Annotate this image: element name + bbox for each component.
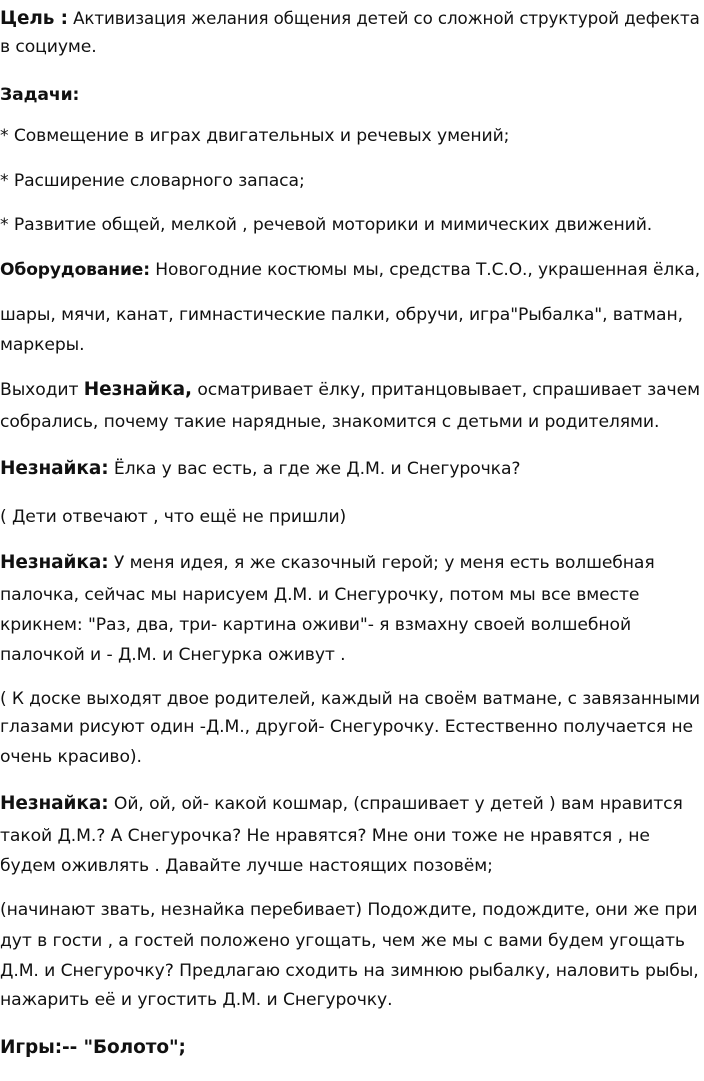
- equipment-line-3: маркеры.: [0, 335, 85, 355]
- speaker-2: Незнайка:: [0, 552, 109, 573]
- intro-text-1: осматривает ёлку, пританцовывает, спрашивает зачем: [191, 380, 700, 400]
- dialog-line-1: [0, 458, 520, 480]
- tasks-heading: Задачи:: [0, 85, 80, 105]
- task-item-3: * Развитие общей, мелкой , речевой моторики и мимических движений.: [0, 215, 653, 235]
- remark-2-row-1: ( К доске выходят двое родителей, каждый на своём ватмане, с завязанными: [0, 689, 700, 709]
- intro-prefix: Выходит: [0, 380, 84, 400]
- intro-line-2: собрались, почему такие нарядные, знакомится с детьми и родителями.: [0, 412, 660, 432]
- speaker-1: Незнайка:: [0, 458, 109, 479]
- dialog-line-3-row-1: [0, 793, 683, 815]
- dialog-text-3-1: Ой, ой, ой- какой кошмар, (спрашивает у детей ) вам нравится: [108, 794, 683, 814]
- dialog-text-1: Ёлка у вас есть, а где же Д.М. и Снегурочка?: [108, 459, 521, 479]
- equipment-line-2: шары, мячи, канат, гимнастические палки, обручи, игра"Рыбалка", ватман,: [0, 305, 683, 325]
- dialog-line-2-row-3: крикнем: "Раз, два, три- картина оживи"- я взмахну своей волшебной: [0, 615, 632, 635]
- remark-3-row-2: дут в гости , а гостей положено угощать, чем же мы с вами будем угощать: [0, 931, 685, 951]
- dialog-line-3-row-3: будем оживлять . Давайте лучше настоящих позовём;: [0, 856, 493, 876]
- equipment-label: Оборудование:: [0, 260, 150, 280]
- dialog-line-3-row-2: такой Д.М.? А Снегурочка? Не нравятся? Мне они тоже не нравятся , не: [0, 826, 650, 846]
- dialog-line-2-row-2: палочка, сейчас мы нарисуем Д.М. и Снегурочку, потом мы все вместе: [0, 585, 640, 605]
- remark-3-row-1: (начинают звать, незнайка перебивает) Подождите, подождите, они же при: [0, 900, 698, 920]
- remark-3-row-3: Д.М. и Снегурочку? Предлагаю сходить на зимнюю рыбалку, наловить рыбы,: [0, 961, 699, 981]
- remark-2-row-3: очень красиво).: [0, 747, 142, 767]
- remark-2-row-2: глазами рисуют один -Д.М., другой- Снегурочку. Естественно получается не: [0, 717, 694, 737]
- goal-text-2: в социуме.: [0, 37, 97, 57]
- speaker-3: Незнайка:: [0, 793, 109, 814]
- goal-line-2: [0, 36, 97, 58]
- equipment-line-1: [0, 259, 700, 281]
- games-heading: Игры:-- "Болото";: [0, 1037, 186, 1058]
- dialog-text-2-1: У меня идея, я же сказочный герой; у меня есть волшебная: [108, 553, 655, 573]
- remark-1: ( Дети отвечают , что ещё не пришли): [0, 507, 347, 527]
- equipment-text-1: Новогодние костюмы мы, средства Т.С.О., украшенная ёлка,: [149, 260, 701, 280]
- goal-label: Цель :: [0, 7, 68, 29]
- goal-line-1: [0, 7, 700, 30]
- dialog-line-2-row-4: палочкой и - Д.М. и Снегурка оживут .: [0, 645, 346, 665]
- goal-text-1: Активизация желания общения детей со сложной структурой дефекта: [67, 9, 700, 29]
- remark-3-row-4: нажарить её и угостить Д.М. и Снегурочку.: [0, 990, 393, 1010]
- intro-name: Незнайка,: [83, 379, 192, 400]
- task-item-2: * Расширение словарного запаса;: [0, 171, 305, 191]
- dialog-line-2-row-1: [0, 552, 655, 574]
- intro-line-1: [0, 379, 700, 401]
- task-item-1: * Совмещение в играх двигательных и речевых умений;: [0, 126, 510, 146]
